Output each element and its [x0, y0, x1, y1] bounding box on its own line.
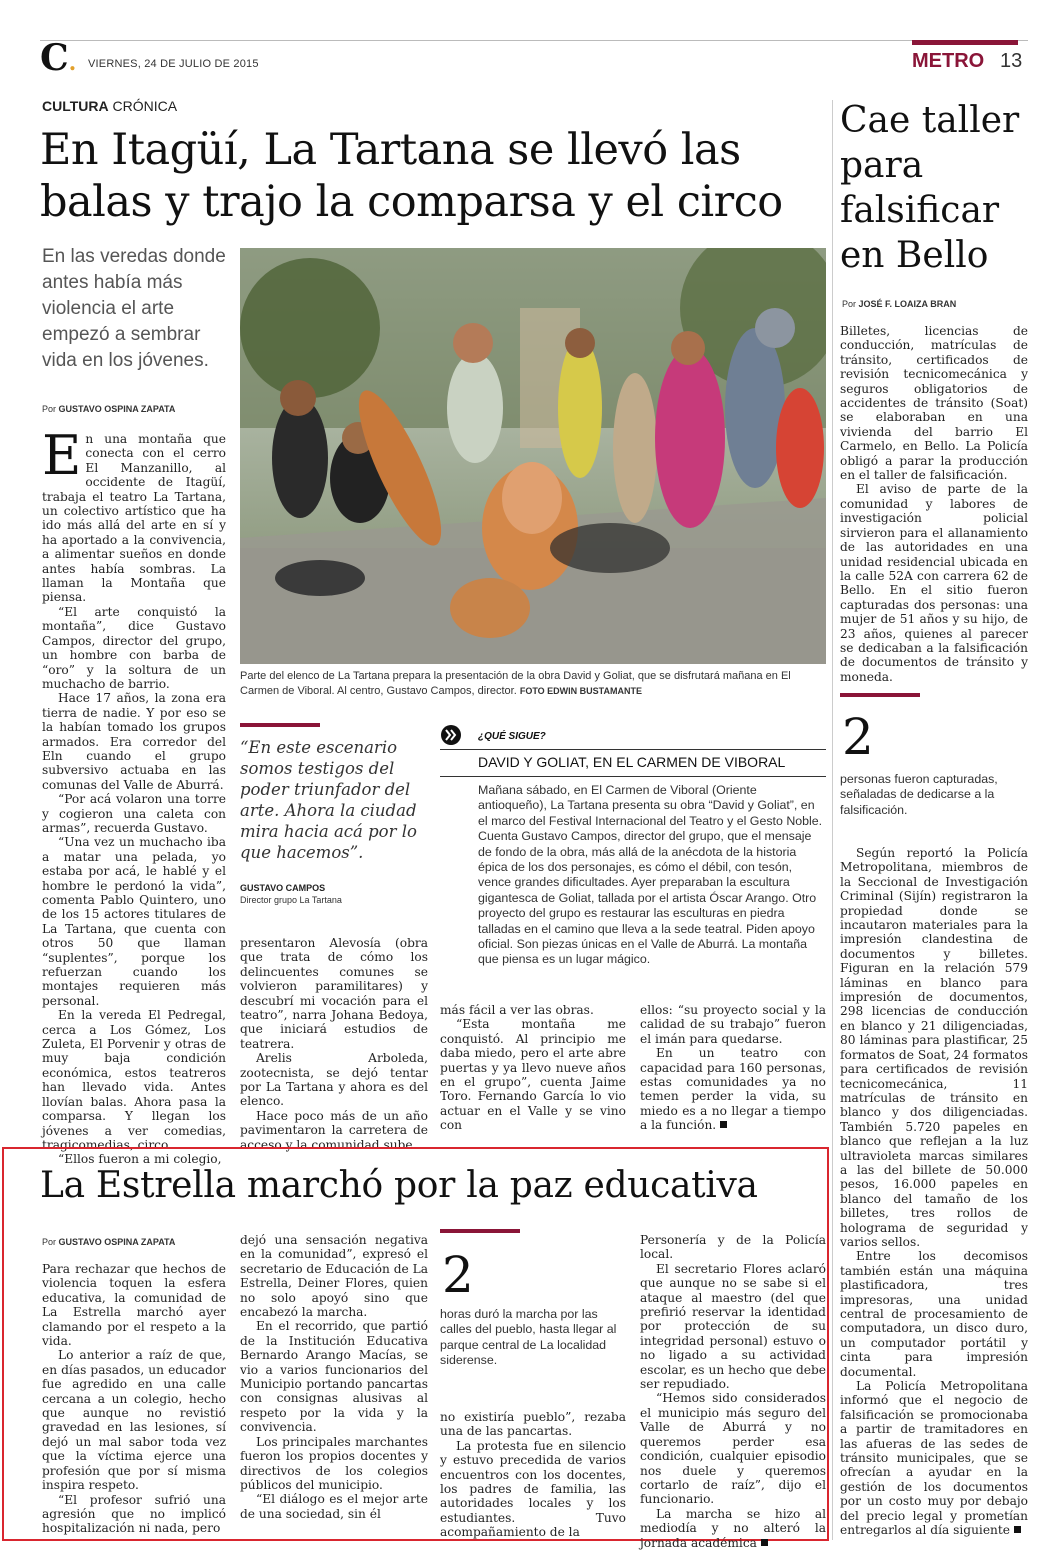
bottom-column-4: Personería y de la Policía local. El secretario Flores aclaró que aunque no se sabe si el ataque al maestro (del que prefirió reservar la identidad por protección de su integridad personal) estuvo o no ligado a su actividad escolar, es un hecho que debe ser repudiado. “Hemos sido considerados el municipio más seguro del Valle de Aburrá y no queremos perder esa condición, cualquier episodio nos duele y queremos cortarlo de raíz”, dijo el funcionario. La marcha se hizo al mediodía y no alteró la jornada académica [640, 1233, 826, 1550]
double-chevron-icon [440, 724, 462, 746]
main-column-1: En una montaña que conecta con el cerro El Manzanillo, al occidente de Itagüí, trabaja el teatro La Tartana, un colectivo artístico que ha ido más allá del arte en sí y ha aportado a la convivencia, a alimentar sueños en donde antes había sombras. La llaman la Montaña que piensa. “El arte conquistó la montaña”, dice Gustavo Campos, director del grupo, un hombre con barba de “oro” y la soltura de un muchacho de barrio. Hace 17 años, la zona era tierra de nadie. Y por eso se la habían tomado los grupos armados. Era corredor del Eln cuando el grupo subversivo actuaba en las comunas del Valle de Aburrá. “Por acá volaron una torre y cogieron una caleta con armas”, recuerda Gustavo. “Una vez un muchacho iba a matar una pelada, yo estaba por acá, le hablé y el hombre le perdonó la vida”, comenta Pablo Quintero, uno de los 15 actores titulares de La Tartana, que cuenta con otros 50 que llaman “suplentes”, porque los refuerzan cuando los montajes requieren más personal. En la vereda El Pedregal, cerca a Los Gómez, Los Zuleta, El Porvenir y otras de muy baja condición económica, estos teatreros han llevado vida. Antes llovían balas. Ahora pasa la comparsa. Y llegan los jóvenes a ver comedias, tragicomedias, circo. “Ellos fueron a mi colegio, [42, 424, 226, 1167]
quote-accent-bar [240, 723, 320, 727]
que-sigue-title: DAVID Y GOLIAT, EN EL CARMEN DE VIBORAL [478, 754, 786, 770]
main-byline: Por GUSTAVO OSPINA ZAPATA [42, 404, 176, 414]
sidebar-fact-number: 2 [842, 708, 874, 766]
page-number: 13 [1000, 50, 1023, 72]
section-name: METRO [912, 50, 985, 72]
main-column-2: presentaron Alevosía (obra que trata de cómo los delincuentes comunes se volvieron paramilitares) y descubrí mi vocación para el teatro”, narra Johana Bedoya, que iniciará estudios de teatrera. Arelis Arboleda, zootecnista, se dejó tentar por La Tartana y ahora es del elenco. Hace poco más de un año pavimentaron la carretera de acceso y la comunidad sube [240, 936, 428, 1152]
quote-role: Director grupo La Tartana [240, 895, 342, 905]
end-mark [761, 1539, 768, 1546]
section-kicker: CULTURA CRÓNICA [42, 98, 178, 114]
bottom-byline: Por GUSTAVO OSPINA ZAPATA [42, 1237, 176, 1247]
newspaper-logo: C. [40, 37, 77, 79]
quote-author: GUSTAVO CAMPOS [240, 883, 326, 893]
drop-cap: E [42, 424, 82, 487]
bottom-fact-number: 2 [442, 1246, 474, 1304]
sidebar-text-bottom: Según reportó la Policía Metropolitana, miembros de la Seccional de Investigación Criminal (Sijín) registraron la propiedad donde se incautaron materiales para la impresión clandestina de documentos y billetes. Figuran en la relación 579 láminas en blanco para impresión de documentos, 298 licencias de conducción en blanco y 21 diligenciadas, 80 láminas para plastificar, 25 formatos de Soat, 24 formatos para certificados de revisión tecnicomecánica, 11 matrículas de tránsito en blanco y dos diligenciadas. También 5.720 papeles en blanco que reflejan a la luz ultravioleta marcas similares a las del billete de 50.000 pesos, 16.000 papeles en blanco del tamaño de los billetes, tres rollos de holograma de seguridad y varios sellos. Entre los decomisos también están una máquina plastificadora, tres impresoras, una unidad central de procesamiento de computadora, un disco duro, un computador portátil y cinta para impresión documental. La Policía Metropolitana informó que el negocio de falsificación se promocionaba a partir de tramitadores en las afueras de las sedes de tránsito municipales, que se ofrecían a ayudar en la gestión de los documentos por un costo muy por debajo del precio legal y prometían entregarlos al día siguiente [840, 846, 1028, 1538]
bottom-headline: La Estrella marchó por la paz educativa [40, 1165, 758, 1206]
pull-quote: “En este escenario somos testigos del poder triunfador del arte. Ahora la ciudad mira hacia acá por lo que hacemos”. [240, 738, 417, 862]
sidebar-text-top: Billetes, licencias de conducción, matrículas de tránsito, certificados de revisión tecnicomecánica y seguros obligatorios de accidentes de tránsito (Soat) se elaboraban en una vivienda del barrio El Carmelo, en Bello. La Policía obligó a parar la producción en el taller de falsificación. El aviso de parte de la comunidad y labores de investigación policial sirvieron para el allanamiento de las autoridades en una unidad residencial ubicada en la calle 52A con carrera 62 de Bello. En el sitio fueron capturadas dos personas: una mujer de 51 años y su hijo, de 23 años, quienes al parecer se dedicaban a la falsificación de documentos de tránsito y moneda. [840, 324, 1028, 684]
section-accent-bar [912, 40, 1018, 45]
sidebar-fact-bar [840, 693, 920, 697]
main-photo [240, 248, 826, 664]
que-sigue-body: Mañana sábado, en El Carmen de Viboral (Oriente antioqueño), La Tartana presenta su obra “David y Goliat”, en el marco del Festival Internacional del Teatro y el Gesto Noble. Cuenta Gustavo Campos, director del grupo, que el mensaje de fondo de la obra, más allá de la anécdota de la historia épica de los dos personajes, es cómo el débil, con tesón, vence grandes dificultades. Ayer preparaban la escultura gigantesca de Goliat, tallada por el artista Óscar Arango. Otro proyecto del grupo es restaurar las esculturas en piedra talladas en el camino que lleva a la sede teatral. Piden apoyo oficial. Son piezas únicas en el Valle de Aburrá. La montaña que piensa es un lugar mágico. [478, 783, 823, 967]
end-mark [1014, 1526, 1021, 1533]
main-column-4: ellos: “su proyecto social y la calidad de su trabajo” fueron el imán para quedarse. En un teatro con capacidad para 160 personas, estas comunidades ya no temen perder la vida, su miedo es a no llegar a tiempo a la función. [640, 1003, 826, 1133]
issue-date: VIERNES, 24 DE JULIO DE 2015 [88, 58, 259, 70]
column-divider [832, 100, 833, 1540]
bottom-column-3: no existiría pueblo”, rezaba una de las pancartas. La protesta fue en silencio y estuvo precedida de varios encuentros con los docentes, los padres de familia, las autoridades locales y los estudiantes. Tuvo acompañamiento de la [440, 1410, 626, 1540]
photo-illustration [240, 248, 826, 664]
sidebar-fact-text: personas fueron capturadas, señaladas de dedicarse a la falsificación. [840, 772, 998, 817]
bottom-column-1: Para rechazar que hechos de violencia toquen la esfera educativa, la comunidad de La Estrella marchó ayer clamando por el respeto a la vida. Lo anterior a raíz de que, en días pasados, un educador fue agredido en una calle cercana a un colegio, hecho que aunque no revistió gravedad en las lesiones, sí dejó un mal sabor toda vez que la víctima ejerce una profesión que por sí misma inspira respeto. “El profesor sufrió una agresión que no implicó hospitalización ni nada, pero [42, 1262, 226, 1536]
bottom-column-2: dejó una sensación negativa en la comunidad”, expresó el secretario de Educación de La Estrella, Deiner Flores, quien no solo apoyó sino que encabezó la marcha. En el recorrido, que partió de la Institución Educativa Bernardo Arango Macías, se vio a varios funcionarios del Municipio portando pancartas con consignas alusivas al respeto por la vida y la convivencia. Los principales marchantes fueron los propios docentes y directivos de los colegios públicos del municipio. “El diálogo es el mejor arte de una sociedad, sin él [240, 1233, 428, 1521]
end-mark [720, 1121, 727, 1128]
bottom-fact-bar [440, 1229, 520, 1233]
main-deck: En las veredas donde antes había más violencia el arte empezó a sembrar vida en los jóvenes. [42, 246, 226, 371]
main-headline: En Itagüí, La Tartana se llevó las balas y trajo la comparsa y el circo [40, 125, 783, 227]
top-rule [40, 40, 1028, 41]
que-sigue-label: ¿QUÉ SIGUE? [478, 731, 546, 742]
que-sigue-rule-bottom [440, 776, 826, 777]
photo-caption: Parte del elenco de La Tartana prepara la presentación de la obra David y Goliat, que se disfrutará mañana en El Carmen de Viboral. Al centro, Gustavo Campos, director. FOTO EDWIN BUSTAMANTE [240, 670, 791, 697]
main-column-3: más fácil a ver las obras. “Esta montaña me conquistó. Al principio me daba miedo, pero el arte abre puertas y ya llevo nueve años en el grupo”, cuenta Jaime Toro. Fernando García lo vio actuar en el Valle y se vino con [440, 1003, 626, 1133]
sidebar-headline: Cae taller para falsificar en Bello [840, 100, 1020, 276]
que-sigue-rule [440, 749, 826, 750]
bottom-fact-text: horas duró la marcha por las calles del pueblo, hasta llegar al parque central de La localidad siderense. [440, 1307, 617, 1368]
sidebar-byline: Por JOSÉ F. LOAIZA BRAN [842, 299, 957, 309]
